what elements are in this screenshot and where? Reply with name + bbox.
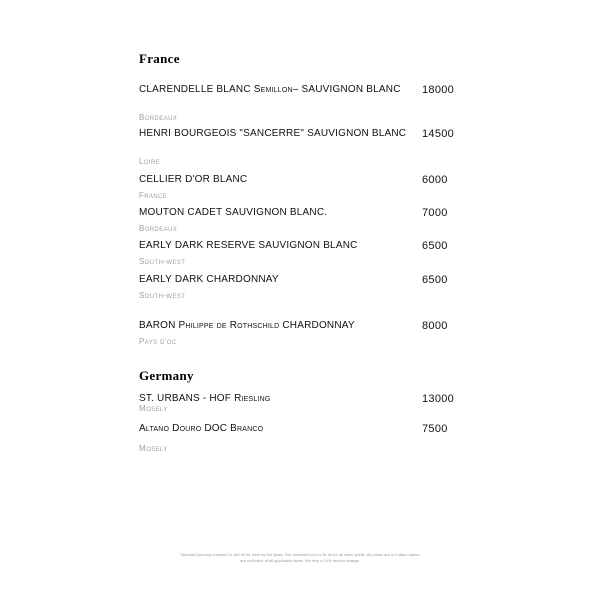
section-title-france: France (139, 51, 180, 66)
wine-price: 6500 (422, 240, 448, 252)
wine-region: Pays d'oc (139, 337, 177, 346)
wine-region: South-west (139, 291, 186, 300)
wine-name: EARLY DARK CHARDONNAY (139, 274, 279, 285)
wine-region: Mosely (139, 444, 168, 453)
wine-region: France (139, 191, 168, 200)
wine-name: BARON Philippe de Rothschild CHARDONNAY (139, 320, 355, 331)
wine-price: 7000 (422, 207, 448, 219)
wine-name: CLARENDELLE BLANC Semillon– SAUVIGNON BLANC (139, 84, 401, 95)
wine-price: 14500 (422, 128, 455, 140)
wine-price: 6000 (422, 174, 448, 186)
wine-region: Bordeaux (139, 224, 178, 233)
footer-note (130, 552, 470, 564)
wine-name: CELLIER D'OR BLANC (139, 174, 248, 185)
wine-price: 13000 (422, 393, 455, 405)
wine-region: Bordeaux (139, 113, 178, 122)
wine-name: HENRI BOURGEOIS "SANCERRE" SAUVIGNON BLANC (139, 128, 407, 139)
footer-line: Standard pouring measure is 150 ml for wine by the glass. Our standard pour is 50 ml for all other spirits. All prices are in Indian rupees (180, 552, 420, 557)
wine-region: Loire (139, 157, 161, 166)
wine-region: South-west (139, 257, 186, 266)
wine-region: Mosely (139, 404, 168, 413)
wine-price: 8000 (422, 320, 448, 332)
wine-price: 18000 (422, 84, 455, 96)
footer-line: are exclusive of all applicable taxes. We levy a 10% service charge. (240, 558, 360, 563)
wine-price: 7500 (422, 423, 448, 435)
wine-name: ST. URBANS - HOF Riesling (139, 393, 271, 404)
wine-name: EARLY DARK RESERVE SAUVIGNON BLANC (139, 240, 358, 251)
wine-name: MOUTON CADET SAUVIGNON BLANC. (139, 207, 328, 218)
wine-name: Altano Douro DOC Branco (139, 423, 264, 434)
wine-price: 6500 (422, 274, 448, 286)
section-title-germany: Germany (139, 368, 194, 383)
